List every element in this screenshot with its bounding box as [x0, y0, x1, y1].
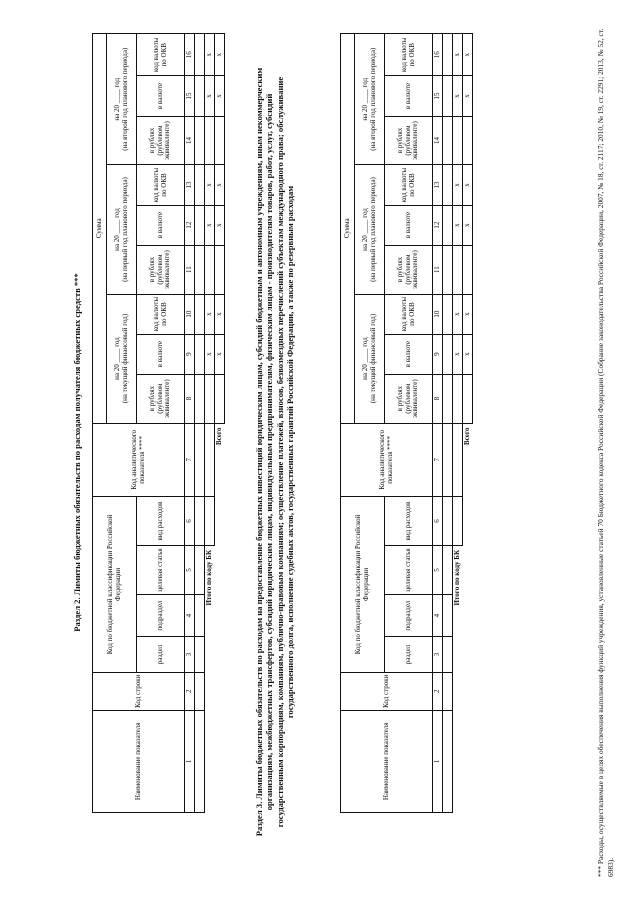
x-mark: x	[205, 76, 215, 116]
header-vid: вид расходов	[385, 497, 433, 546]
cell	[443, 637, 453, 673]
x-mark: x	[215, 294, 225, 334]
footnote: *** Расходы, осуществляемые в целях обеспечения выполнения функций учреждения, установленные статьей 70 Бюджетного кодекса Российской Федерации (Собрание законодательства Российской Федерации, 2007, № 18, ст. 2117; 2010, № 19, ст. 2291; 2013, № 52, ст. 6983).	[596, 28, 615, 877]
cell	[443, 334, 453, 374]
cell	[205, 245, 215, 294]
x-mark: x	[215, 76, 225, 116]
cell	[195, 165, 205, 205]
x-mark: x	[453, 334, 463, 374]
cell	[443, 34, 453, 76]
cell	[443, 116, 453, 165]
header-vid: вид расходов	[137, 497, 185, 546]
cell	[443, 423, 453, 496]
header-period-second: на 20 ____ год (на второй год планового периода)	[107, 34, 137, 165]
colnum: 8	[185, 374, 195, 423]
x-mark: x	[205, 34, 215, 76]
colnum: 11	[185, 245, 195, 294]
header-celevaya: целевая статья	[385, 545, 433, 594]
x-mark: x	[453, 165, 463, 205]
colnum: 7	[433, 423, 443, 496]
x-mark: x	[205, 294, 215, 334]
colnum: 12	[185, 205, 195, 245]
section2-table	[92, 33, 225, 813]
header-period-current: на 20 ____ год (на текущий финансовый год)	[355, 294, 385, 423]
x-mark: x	[215, 205, 225, 245]
colnum: 2	[433, 672, 443, 710]
cell	[195, 497, 205, 546]
header-rub-3: в рублях (рублевом эквиваленте)	[385, 116, 433, 165]
colnum: 9	[185, 334, 195, 374]
cell	[215, 245, 225, 294]
colnum: 13	[433, 165, 443, 205]
cell	[215, 116, 225, 165]
header-okv-1: код валюты по ОКВ	[385, 294, 433, 334]
header-razdel: раздел	[385, 637, 433, 673]
cell	[195, 637, 205, 673]
colnum: 11	[433, 245, 443, 294]
header-row-code: Код строки	[93, 672, 185, 710]
cell	[443, 76, 453, 116]
header-okv-2: код валюты по ОКВ	[385, 165, 433, 205]
section3-title-line: государственного долга, исполнение судебных актов, государственных гарантий Российской Федерации, а также по резервным расходам	[284, 185, 295, 719]
cell	[443, 594, 453, 636]
x-mark: x	[463, 76, 473, 116]
x-mark: x	[215, 34, 225, 76]
header-period-first: на 20 ____ год (на первый год планового периода)	[107, 165, 137, 294]
grand-total-label: Всего	[214, 427, 223, 446]
colnum: 6	[433, 497, 443, 546]
header-okv-2: код валюты по ОКВ	[137, 165, 185, 205]
cell	[453, 423, 463, 496]
colnum: 14	[185, 116, 195, 165]
table-row	[443, 34, 453, 813]
header-podrazdel: подраздел	[385, 594, 433, 636]
cell	[205, 497, 215, 546]
cell	[443, 245, 453, 294]
colnum: 13	[185, 165, 195, 205]
colnum: 5	[433, 545, 443, 594]
colnum: 10	[433, 294, 443, 334]
section3-title	[254, 27, 295, 877]
x-mark: x	[463, 34, 473, 76]
header-currency-3: в валюте	[385, 76, 433, 116]
cell	[195, 374, 205, 423]
cell	[195, 76, 205, 116]
header-currency-1: в валюте	[137, 334, 185, 374]
cell	[443, 165, 453, 205]
colnum: 3	[185, 637, 195, 673]
total-bk-row	[205, 34, 215, 813]
total-bk-row	[453, 34, 463, 813]
cell	[463, 374, 473, 423]
column-number-row	[185, 34, 195, 813]
cell	[205, 116, 215, 165]
table-row	[195, 34, 205, 813]
header-name: Наименование показателя	[341, 710, 433, 812]
cell	[443, 710, 453, 812]
colnum: 1	[433, 710, 443, 812]
header-summa: Сумма	[341, 34, 355, 424]
cell	[215, 374, 225, 423]
section3-table	[340, 33, 473, 813]
colnum: 16	[185, 34, 195, 76]
x-mark: x	[463, 165, 473, 205]
cell	[195, 545, 205, 594]
cell	[195, 594, 205, 636]
header-currency-1: в валюте	[385, 334, 433, 374]
cell	[453, 245, 463, 294]
header-period-current: на 20 ____ год (на текущий финансовый год)	[107, 294, 137, 423]
section2-title: Раздел 2. Лимиты бюджетных обязательств по расходам получателя бюджетных средств ***	[72, 273, 82, 632]
header-celevaya: целевая статья	[137, 545, 185, 594]
header-rub-3: в рублях (рублевом эквиваленте)	[137, 116, 185, 165]
cell	[205, 423, 215, 496]
header-name: Наименование показателя	[93, 710, 185, 812]
cell	[443, 545, 453, 594]
header-rub-2: в рублях (рублевом эквиваленте)	[137, 245, 185, 294]
x-mark: x	[215, 165, 225, 205]
colnum: 3	[433, 637, 443, 673]
header-row-code: Код строки	[341, 672, 433, 710]
colnum: 2	[185, 672, 195, 710]
total-bk-label: Итого по коду БК	[452, 549, 461, 606]
cell	[195, 245, 205, 294]
cell	[195, 334, 205, 374]
grand-total-row	[215, 34, 225, 813]
header-rub-1: в рублях (рублевом эквиваленте)	[137, 374, 185, 423]
header-razdel: раздел	[137, 637, 185, 673]
header-rub-1: в рублях (рублевом эквиваленте)	[385, 374, 433, 423]
cell	[195, 116, 205, 165]
cell	[195, 34, 205, 76]
colnum: 8	[433, 374, 443, 423]
section3-title-line: Раздел 3. Лимиты бюджетных обязательств по расходам на предоставление бюджетных инвестиций юридическим лицам, субсидий бюджетным и автономным учреждениям, иным некоммерческим	[254, 67, 264, 837]
header-analytic: Код аналитического показателя ****	[93, 423, 185, 496]
x-mark: x	[205, 165, 215, 205]
header-currency-2: в валюте	[137, 205, 185, 245]
grand-total-row	[463, 34, 473, 813]
cell	[463, 116, 473, 165]
cell	[195, 710, 205, 812]
column-number-row	[433, 34, 443, 813]
x-mark: x	[205, 205, 215, 245]
cell	[453, 374, 463, 423]
grand-total-label: Всего	[462, 427, 471, 446]
header-podrazdel: подраздел	[137, 594, 185, 636]
header-currency-3: в валюте	[137, 76, 185, 116]
colnum: 10	[185, 294, 195, 334]
x-mark: x	[453, 76, 463, 116]
cell	[443, 205, 453, 245]
colnum: 4	[433, 594, 443, 636]
colnum: 16	[433, 34, 443, 76]
cell	[195, 294, 205, 334]
colnum: 15	[185, 76, 195, 116]
cell	[453, 497, 463, 546]
header-okv-1: код валюты по ОКВ	[137, 294, 185, 334]
cell	[195, 423, 205, 496]
header-currency-2: в валюте	[385, 205, 433, 245]
x-mark: x	[205, 334, 215, 374]
colnum: 6	[185, 497, 195, 546]
colnum: 1	[185, 710, 195, 812]
header-period-first: на 20 ____ год (на первый год планового периода)	[355, 165, 385, 294]
colnum: 15	[433, 76, 443, 116]
colnum: 9	[433, 334, 443, 374]
x-mark: x	[463, 334, 473, 374]
cell	[443, 294, 453, 334]
colnum: 7	[185, 423, 195, 496]
cell	[205, 374, 215, 423]
cell	[453, 116, 463, 165]
cell	[443, 672, 453, 710]
header-period-second: на 20 ____ год (на второй год планового периода)	[355, 34, 385, 165]
x-mark: x	[463, 294, 473, 334]
colnum: 14	[433, 116, 443, 165]
colnum: 12	[433, 205, 443, 245]
cell	[463, 245, 473, 294]
total-bk-label: Итого по коду БК	[204, 549, 213, 606]
x-mark: x	[453, 34, 463, 76]
header-bk-code: Код по бюджетной классификации Российской Федерации	[93, 497, 137, 673]
colnum: 5	[185, 545, 195, 594]
header-rub-2: в рублях (рублевом эквиваленте)	[385, 245, 433, 294]
header-analytic: Код аналитического показателя ****	[341, 423, 433, 496]
x-mark: x	[463, 205, 473, 245]
cell	[195, 672, 205, 710]
x-mark: x	[453, 205, 463, 245]
x-mark: x	[453, 294, 463, 334]
cell	[195, 205, 205, 245]
header-bk-code: Код по бюджетной классификации Российской Федерации	[341, 497, 385, 673]
section3-title-line: организациям, межбюджетных трансфертов, субсидий юридическим лицам, индивидуальным предпринимателям, физическим лицам - производителям товаров, работ, услуг, субсидий	[264, 93, 275, 811]
cell	[443, 497, 453, 546]
colnum: 4	[185, 594, 195, 636]
section3-title-line: государственным корпорациям, компаниям, публично-правовым компаниям; осуществление платежей, взносов, безвозмездных перечислений субъектам международного права; обслуживание	[274, 76, 285, 828]
header-summa: Сумма	[93, 34, 107, 424]
x-mark: x	[215, 334, 225, 374]
header-okv-3: код валюты по ОКВ	[385, 34, 433, 76]
cell	[443, 374, 453, 423]
header-okv-3: код валюты по ОКВ	[137, 34, 185, 76]
